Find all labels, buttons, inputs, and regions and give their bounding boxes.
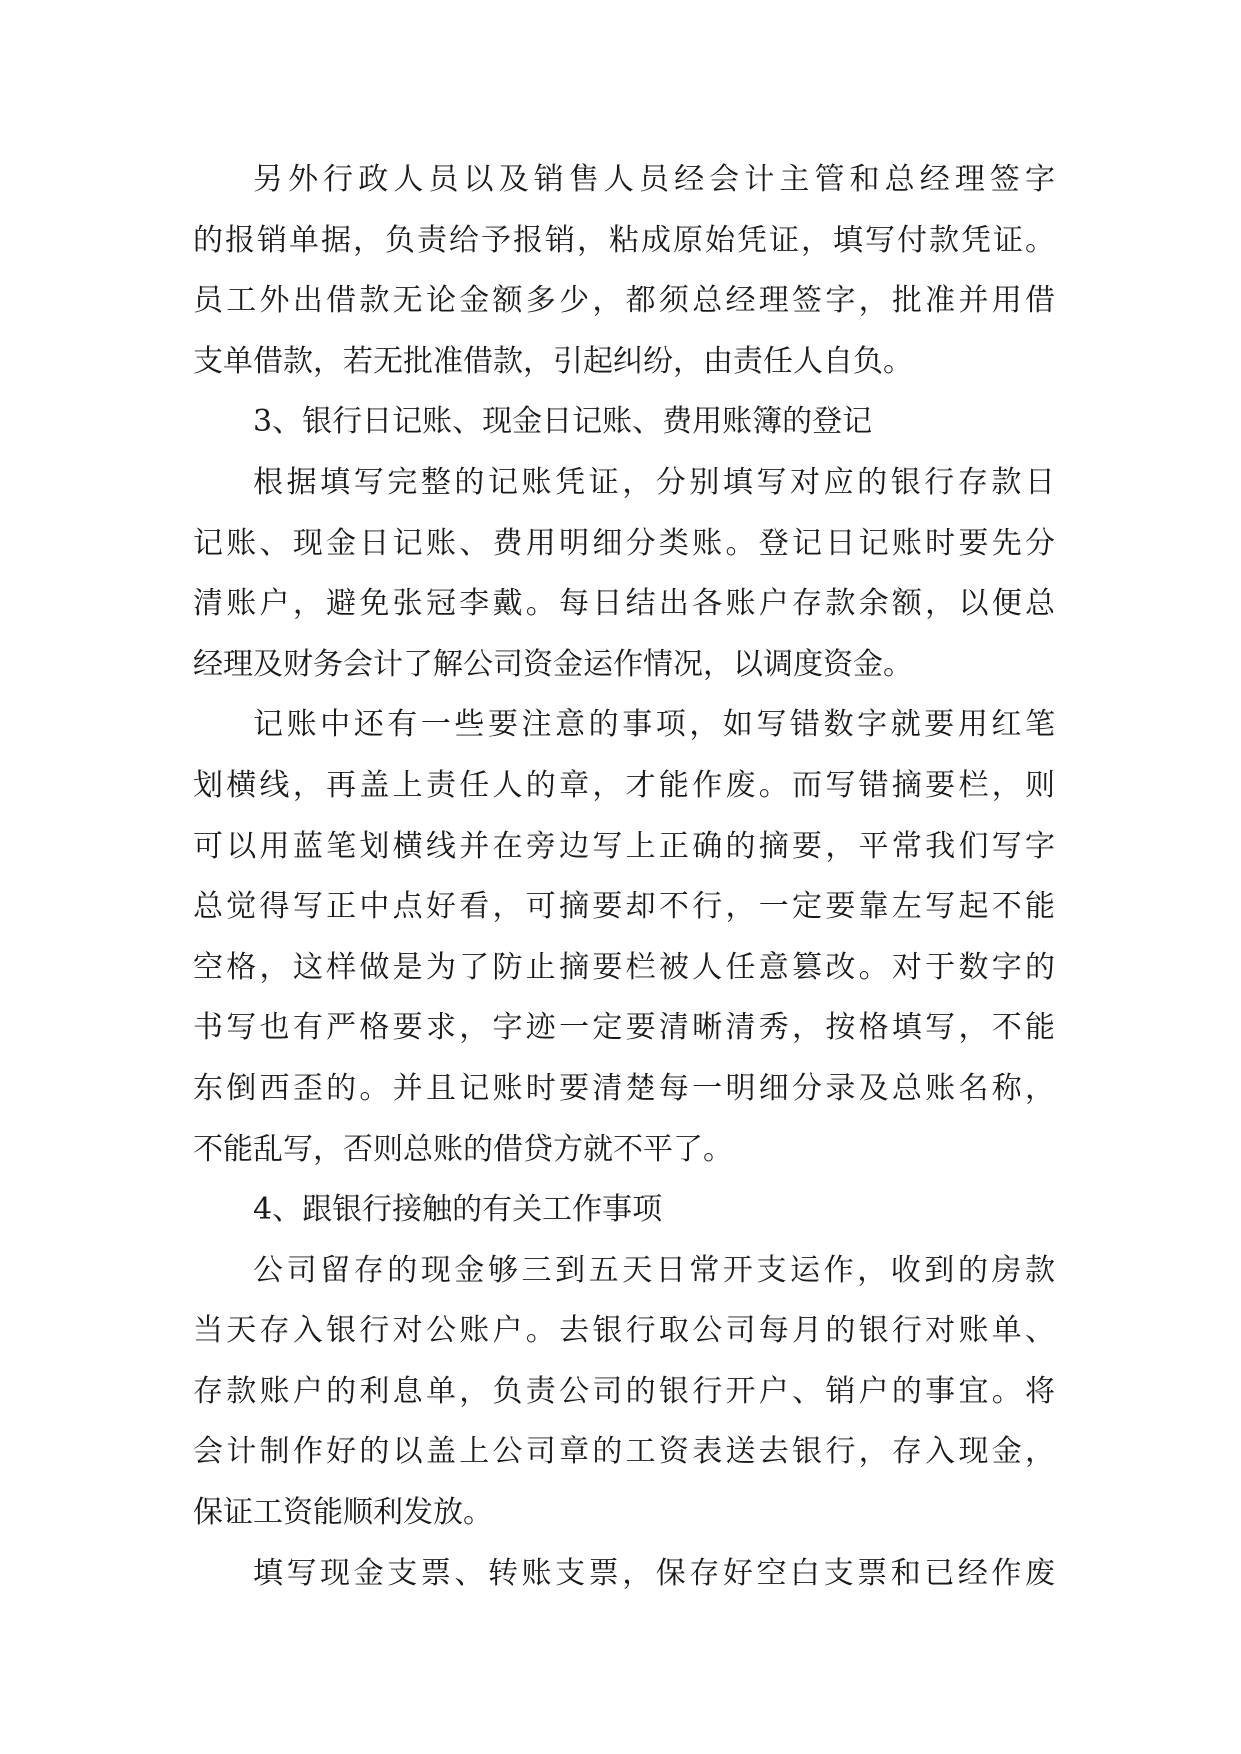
paragraph-line: 员工外出借款无论金额多少，都须总经理签字，批准并用借 [193, 283, 1055, 319]
paragraph-line: 存款账户的利息单，负责公司的银行开户、销户的事宜。将 [193, 1373, 1055, 1409]
paragraph-line: 支单借款，若无批准借款，引起纠纷，由责任人自负。 [193, 343, 913, 379]
paragraph-first-line: 4、跟银行接触的有关工作事项 [253, 1192, 663, 1228]
paragraph-line: 会计制作好的以盖上公司章的工资表送去银行，存入现金， [193, 1434, 1055, 1470]
paragraph-line: 的报销单据，负责给予报销，粘成原始凭证，填写付款凭证。 [193, 222, 1055, 258]
paragraph-line: 划横线，再盖上责任人的章，才能作废。而写错摘要栏，则 [193, 767, 1055, 803]
paragraph-first-line: 根据填写完整的记账凭证，分别填写对应的银行存款日 [253, 464, 1055, 500]
paragraph-line: 经理及财务会计了解公司资金运作情况，以调度资金。 [193, 646, 913, 682]
paragraph-line: 东倒西歪的。并且记账时要清楚每一明细分录及总账名称， [193, 1070, 1055, 1106]
paragraph-line: 当天存入银行对公账户。去银行取公司每月的银行对账单、 [193, 1313, 1055, 1349]
paragraph-first-line: 另外行政人员以及销售人员经会计主管和总经理签字 [253, 162, 1055, 197]
paragraph-line: 保证工资能顺利发放。 [193, 1495, 493, 1531]
paragraph-first-line: 公司留存的现金够三到五天日常开支运作，收到的房款 [253, 1252, 1055, 1288]
paragraph-first-line: 填写现金支票、转账支票，保存好空白支票和已经作废 [253, 1555, 1055, 1591]
paragraph-line: 记账、现金日记账、费用明细分类账。登记日记账时要先分 [193, 525, 1055, 561]
paragraph-line: 书写也有严格要求，字迹一定要清晰清秀，按格填写，不能 [193, 1010, 1055, 1046]
paragraph-line: 总觉得写正中点好看，可摘要却不行，一定要靠左写起不能 [193, 889, 1055, 925]
paragraph-line: 不能乱写，否则总账的借贷方就不平了。 [193, 1131, 733, 1167]
paragraph-first-line: 记账中还有一些要注意的事项，如写错数字就要用红笔 [253, 707, 1055, 743]
paragraph-first-line: 3、银行日记账、现金日记账、费用账簿的登记 [253, 404, 873, 440]
paragraph-line: 可以用蓝笔划横线并在旁边写上正确的摘要，平常我们写字 [193, 828, 1055, 864]
paragraph-line: 清账户，避免张冠李戴。每日结出各账户存款余额，以便总 [193, 586, 1055, 622]
document-body-text [193, 150, 1055, 1604]
paragraph-line: 空格，这样做是为了防止摘要栏被人任意篡改。对于数字的 [193, 949, 1055, 985]
